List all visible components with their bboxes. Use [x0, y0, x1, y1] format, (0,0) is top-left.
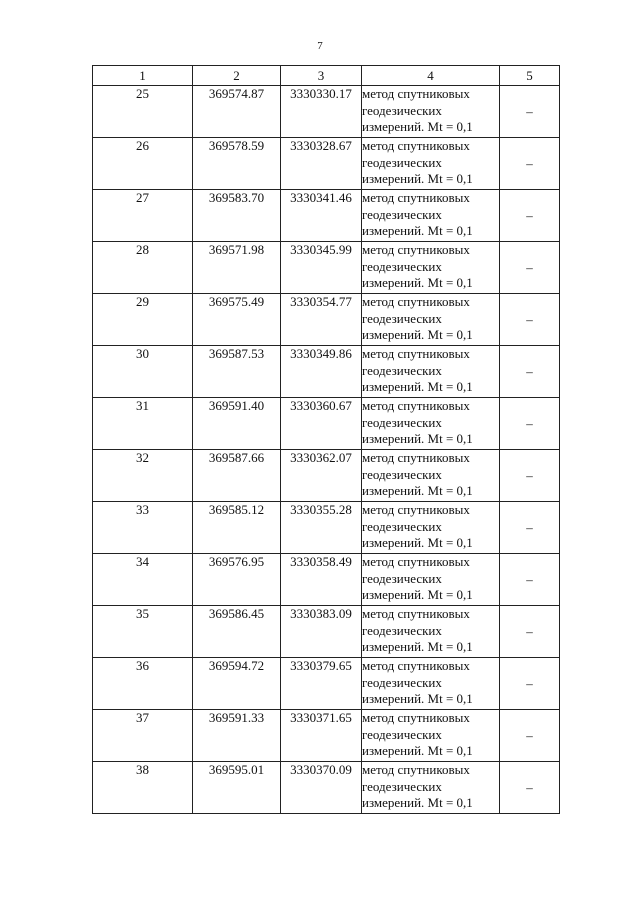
method-line-2: геодезических	[362, 310, 442, 326]
method-line-2: геодезических	[362, 154, 442, 170]
table-row	[93, 346, 560, 398]
method-description	[362, 658, 500, 710]
coordinate-y: 3330371.65	[281, 710, 362, 762]
column-5-value: –	[500, 606, 560, 658]
method-line-3: измерений. Mt = 0,1	[362, 223, 473, 238]
header-col-4: 4	[362, 66, 500, 86]
table-row	[93, 450, 560, 502]
coordinate-x: 369591.40	[193, 398, 281, 450]
method-line-1: метод спутниковых	[362, 450, 470, 465]
point-number: 37	[93, 710, 193, 762]
table-body	[93, 86, 560, 814]
point-number: 31	[93, 398, 193, 450]
coordinate-y: 3330360.67	[281, 398, 362, 450]
point-number: 29	[93, 294, 193, 346]
method-line-2: геодезических	[362, 414, 442, 430]
column-5-value: –	[500, 294, 560, 346]
method-line-3: измерений. Mt = 0,1	[362, 431, 473, 446]
method-line-3: измерений. Mt = 0,1	[362, 795, 473, 810]
coordinates-table	[92, 65, 560, 814]
method-line-2: геодезических	[362, 778, 442, 794]
method-line-2: геодезических	[362, 466, 442, 482]
method-line-2: геодезических	[362, 570, 442, 586]
method-line-1: метод спутниковых	[362, 242, 470, 257]
table-row	[93, 294, 560, 346]
method-line-3: измерений. Mt = 0,1	[362, 639, 473, 654]
method-description	[362, 138, 500, 190]
table-row	[93, 502, 560, 554]
table-row	[93, 86, 560, 138]
point-number: 28	[93, 242, 193, 294]
table-row	[93, 606, 560, 658]
coordinate-y: 3330358.49	[281, 554, 362, 606]
coordinate-x: 369576.95	[193, 554, 281, 606]
method-description	[362, 502, 500, 554]
coordinate-x: 369594.72	[193, 658, 281, 710]
header-col-5: 5	[500, 66, 560, 86]
method-description	[362, 294, 500, 346]
point-number: 27	[93, 190, 193, 242]
column-5-value: –	[500, 710, 560, 762]
coordinate-x: 369587.53	[193, 346, 281, 398]
coordinate-y: 3330349.86	[281, 346, 362, 398]
method-line-3: измерений. Mt = 0,1	[362, 691, 473, 706]
coordinate-x: 369574.87	[193, 86, 281, 138]
coordinate-x: 369583.70	[193, 190, 281, 242]
method-description	[362, 346, 500, 398]
column-5-value: –	[500, 138, 560, 190]
method-description	[362, 190, 500, 242]
method-line-1: метод спутниковых	[362, 346, 470, 361]
coordinate-x: 369591.33	[193, 710, 281, 762]
method-line-1: метод спутниковых	[362, 710, 470, 725]
coordinate-y: 3330341.46	[281, 190, 362, 242]
table-row	[93, 398, 560, 450]
point-number: 32	[93, 450, 193, 502]
coordinate-y: 3330345.99	[281, 242, 362, 294]
header-col-2: 2	[193, 66, 281, 86]
table-row	[93, 658, 560, 710]
column-5-value: –	[500, 346, 560, 398]
column-5-value: –	[500, 762, 560, 814]
method-description	[362, 554, 500, 606]
coordinate-x: 369585.12	[193, 502, 281, 554]
method-line-1: метод спутниковых	[362, 138, 470, 153]
method-description	[362, 398, 500, 450]
method-line-2: геодезических	[362, 258, 442, 274]
coordinate-y: 3330328.67	[281, 138, 362, 190]
method-line-1: метод спутниковых	[362, 86, 470, 101]
table-row	[93, 762, 560, 814]
point-number: 36	[93, 658, 193, 710]
method-description	[362, 450, 500, 502]
header-col-3: 3	[281, 66, 362, 86]
column-5-value: –	[500, 398, 560, 450]
point-number: 26	[93, 138, 193, 190]
method-line-1: метод спутниковых	[362, 398, 470, 413]
coordinate-x: 369575.49	[193, 294, 281, 346]
coordinate-x: 369571.98	[193, 242, 281, 294]
point-number: 34	[93, 554, 193, 606]
coordinate-y: 3330330.17	[281, 86, 362, 138]
table-header	[93, 66, 560, 86]
method-description	[362, 606, 500, 658]
point-number: 25	[93, 86, 193, 138]
method-line-3: измерений. Mt = 0,1	[362, 327, 473, 342]
method-line-3: измерений. Mt = 0,1	[362, 587, 473, 602]
coordinate-x: 369578.59	[193, 138, 281, 190]
method-line-3: измерений. Mt = 0,1	[362, 119, 473, 134]
coordinate-x: 369586.45	[193, 606, 281, 658]
method-line-2: геодезических	[362, 518, 442, 534]
column-5-value: –	[500, 242, 560, 294]
header-row	[93, 66, 560, 86]
method-line-1: метод спутниковых	[362, 294, 470, 309]
table-row	[93, 190, 560, 242]
coordinate-y: 3330355.28	[281, 502, 362, 554]
method-line-3: измерений. Mt = 0,1	[362, 171, 473, 186]
method-description	[362, 710, 500, 762]
table-row	[93, 554, 560, 606]
coordinate-x: 369595.01	[193, 762, 281, 814]
coordinate-y: 3330354.77	[281, 294, 362, 346]
table-row	[93, 242, 560, 294]
method-line-3: измерений. Mt = 0,1	[362, 535, 473, 550]
method-line-3: измерений. Mt = 0,1	[362, 483, 473, 498]
column-5-value: –	[500, 554, 560, 606]
column-5-value: –	[500, 190, 560, 242]
method-description	[362, 86, 500, 138]
method-line-2: геодезических	[362, 362, 442, 378]
method-line-1: метод спутниковых	[362, 502, 470, 517]
point-number: 33	[93, 502, 193, 554]
method-line-2: геодезических	[362, 102, 442, 118]
method-line-1: метод спутниковых	[362, 190, 470, 205]
column-5-value: –	[500, 86, 560, 138]
page-number: 7	[317, 40, 323, 52]
column-5-value: –	[500, 658, 560, 710]
method-line-1: метод спутниковых	[362, 658, 470, 673]
point-number: 38	[93, 762, 193, 814]
column-5-value: –	[500, 502, 560, 554]
coordinate-y: 3330370.09	[281, 762, 362, 814]
method-line-3: измерений. Mt = 0,1	[362, 275, 473, 290]
method-description	[362, 242, 500, 294]
method-line-2: геодезических	[362, 726, 442, 742]
coordinate-x: 369587.66	[193, 450, 281, 502]
point-number: 30	[93, 346, 193, 398]
method-line-3: измерений. Mt = 0,1	[362, 379, 473, 394]
method-line-2: геодезических	[362, 206, 442, 222]
method-line-2: геодезических	[362, 674, 442, 690]
coordinate-y: 3330383.09	[281, 606, 362, 658]
method-line-1: метод спутниковых	[362, 606, 470, 621]
method-line-2: геодезических	[362, 622, 442, 638]
table-row	[93, 710, 560, 762]
coordinate-y: 3330362.07	[281, 450, 362, 502]
method-line-3: измерений. Mt = 0,1	[362, 743, 473, 758]
point-number: 35	[93, 606, 193, 658]
method-description	[362, 762, 500, 814]
coordinate-y: 3330379.65	[281, 658, 362, 710]
method-line-1: метод спутниковых	[362, 554, 470, 569]
column-5-value: –	[500, 450, 560, 502]
header-col-1: 1	[93, 66, 193, 86]
table-row	[93, 138, 560, 190]
method-line-1: метод спутниковых	[362, 762, 470, 777]
